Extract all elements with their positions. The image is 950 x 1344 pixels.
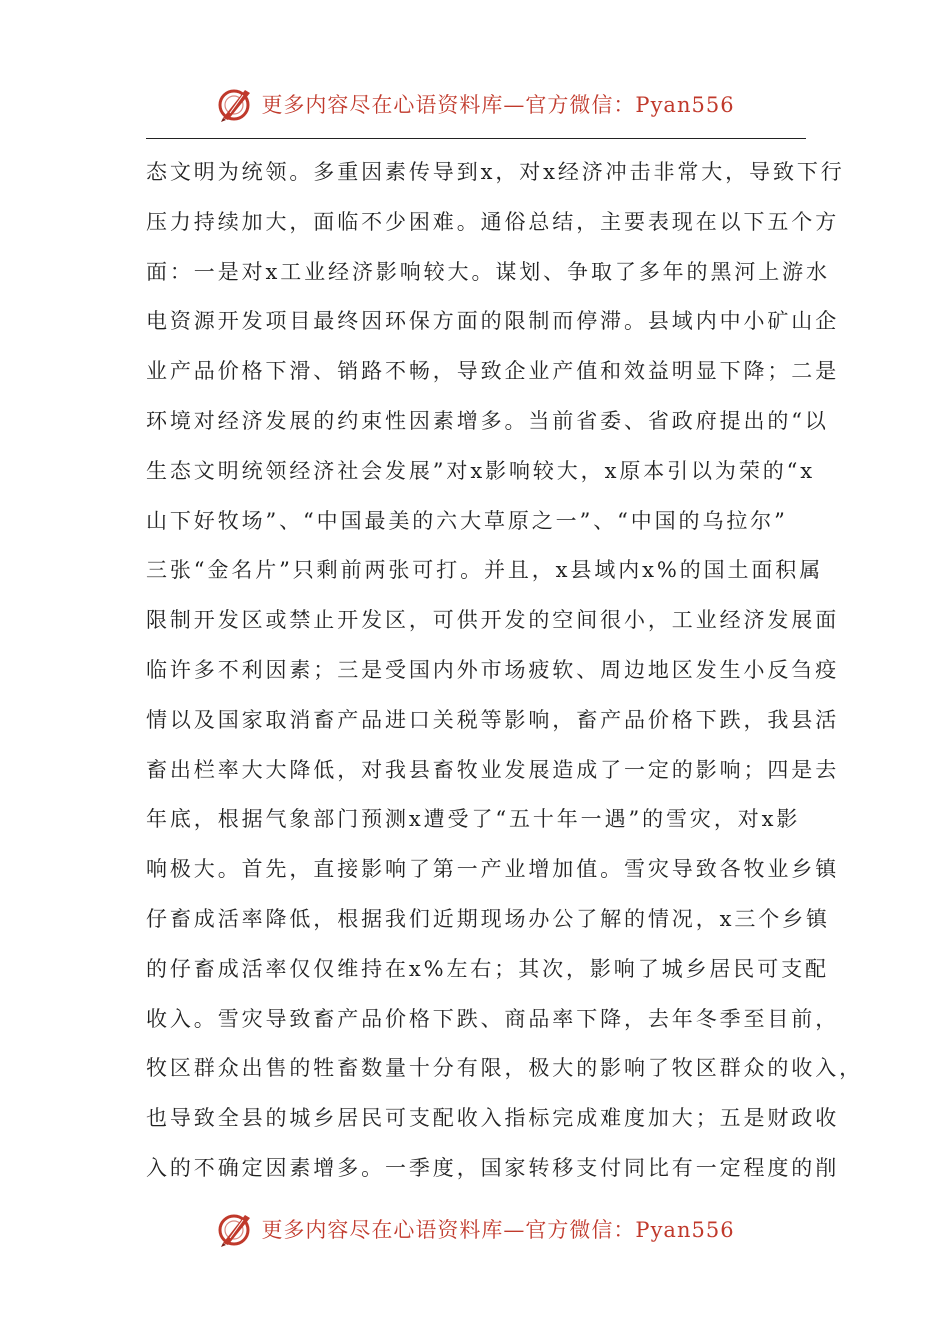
body-line: 环境对经济发展的约束性因素增多。当前省委、省政府提出的“以 bbox=[146, 408, 829, 433]
body-line: 也导致全县的城乡居民可支配收入指标完成难度加大；五是财政收 bbox=[146, 1106, 840, 1131]
header-divider bbox=[146, 138, 806, 139]
body-line: 收入。雪灾导致畜产品价格下跌、商品率下降，去年冬季至目前， bbox=[146, 1006, 840, 1031]
pen-logo-icon bbox=[215, 1209, 255, 1249]
body-line: 临许多不利因素；三是受国内外市场疲软、周边地区发生小反刍疫 bbox=[146, 657, 840, 682]
pen-logo-icon bbox=[215, 84, 255, 124]
body-line: 情以及国家取消畜产品进口关税等影响，畜产品价格下跌，我县活 bbox=[146, 707, 840, 732]
body-line: 生态文明统领经济社会发展”对x影响较大，x原本引以为荣的“x bbox=[146, 458, 815, 483]
body-line: 年底，根据气象部门预测x遭受了“五十年一遇”的雪灾，对x影 bbox=[146, 807, 801, 832]
body-line: 畜出栏率大大降低，对我县畜牧业发展造成了一定的影响；四是去 bbox=[146, 757, 840, 782]
body-line: 态文明为统领。多重因素传导到x，对x经济冲击非常大，导致下行 bbox=[146, 160, 845, 184]
footer-banner-text: 更多内容尽在心语资料库—官方微信：Pyan556 bbox=[261, 1218, 735, 1242]
body-line: 三张“金名片”只剩前两张可打。并且，x县域内x%的国土面积属 bbox=[146, 558, 824, 583]
document-body bbox=[146, 148, 863, 1194]
body-line: 牧区群众出售的牲畜数量十分有限，极大的影响了牧区群众的收入， bbox=[146, 1056, 863, 1081]
header-banner bbox=[0, 82, 950, 126]
body-line: 的仔畜成活率仅仅维持在x%左右；其次，影响了城乡居民可支配 bbox=[146, 956, 829, 981]
body-line: 压力持续加大，面临不少困难。通俗总结，主要表现在以下五个方 bbox=[146, 209, 840, 234]
body-line: 业产品价格下滑、销路不畅，导致企业产值和效益明显下降；二是 bbox=[146, 359, 840, 384]
body-line: 面：一是对x工业经济影响较大。谋划、争取了多年的黑河上游水 bbox=[146, 259, 830, 284]
body-line: 入的不确定因素增多。一季度，国家转移支付同比有一定程度的削 bbox=[146, 1155, 840, 1180]
header-banner-text: 更多内容尽在心语资料库—官方微信：Pyan556 bbox=[261, 93, 735, 117]
body-line: 电资源开发项目最终因环保方面的限制而停滞。县域内中小矿山企 bbox=[146, 309, 840, 334]
body-line: 响极大。首先，直接影响了第一产业增加值。雪灾导致各牧业乡镇 bbox=[146, 857, 840, 882]
footer-banner bbox=[0, 1207, 950, 1251]
body-line: 限制开发区或禁止开发区，可供开发的空间很小，工业经济发展面 bbox=[146, 608, 840, 633]
body-line: 仔畜成活率降低，根据我们近期现场办公了解的情况，x三个乡镇 bbox=[146, 906, 830, 931]
body-line: 山下好牧场”、“中国最美的六大草原之一”、“中国的乌拉尔” bbox=[146, 508, 788, 533]
